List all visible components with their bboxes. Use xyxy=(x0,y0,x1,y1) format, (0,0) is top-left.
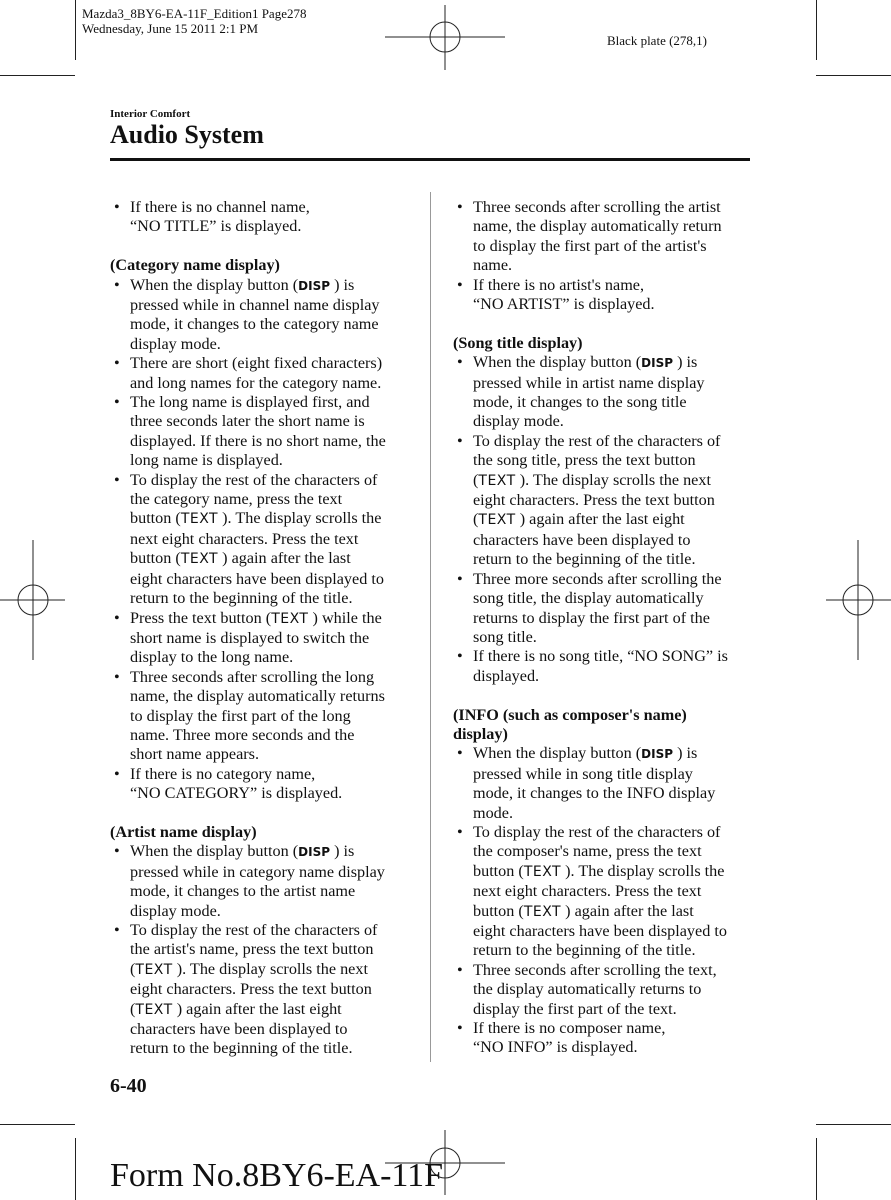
bullet-icon: • xyxy=(457,960,463,979)
paragraph-gap xyxy=(110,237,410,256)
bullet-line: When the display button (DISP ) is xyxy=(473,744,698,763)
bullet-line: returns to display the first part of the xyxy=(473,608,710,627)
bullet-line: When the display button (DISP ) is xyxy=(130,842,355,861)
bullet-line: mode, it changes to the INFO display xyxy=(473,784,716,803)
bullet-line: Three seconds after scrolling the text, xyxy=(473,960,717,979)
bullet-line: name, the display automatically return xyxy=(473,217,722,236)
bullet-line: If there is no song title, “NO SONG” is xyxy=(473,647,728,666)
bullet-line: button (TEXT ) again after the last xyxy=(473,901,694,920)
bullet-line: display to the long name. xyxy=(130,648,294,667)
bullet-icon: • xyxy=(114,198,120,216)
bullet-line: the display automatically returns to xyxy=(473,980,702,999)
bullet-line: If there is no artist's name, xyxy=(473,275,645,294)
bullet-icon: • xyxy=(457,822,463,841)
bullet-line: mode, it changes to the category name xyxy=(130,315,379,334)
page-title: Audio System xyxy=(110,120,264,149)
bullet-line: eight characters. Press the text button xyxy=(130,980,372,999)
disp-button-symbol: DISP xyxy=(641,747,674,762)
bullet-icon: • xyxy=(457,647,463,666)
bullet-icon: • xyxy=(457,275,463,294)
bullet-line: displayed. xyxy=(473,666,540,685)
bullet-line: name. xyxy=(473,256,513,275)
bullet-icon: • xyxy=(114,608,120,627)
bullet-line: the category name, press the text xyxy=(130,490,343,509)
text-button-symbol: TEXT xyxy=(523,863,562,880)
print-header xyxy=(82,6,306,36)
bullet-icon: • xyxy=(114,842,120,861)
text-button-symbol: TEXT xyxy=(135,1001,173,1018)
bullet-line: To display the rest of the characters of xyxy=(130,470,378,489)
bullet-line: pressed while in category name display xyxy=(130,862,385,881)
bullet-line: The long name is displayed first, and xyxy=(130,393,370,412)
bullet-line: display mode. xyxy=(473,412,564,431)
bullet-line: characters have been displayed to xyxy=(130,1020,348,1039)
column-divider xyxy=(430,192,431,1062)
bullet-icon: • xyxy=(457,353,463,372)
bullet-line: “NO TITLE” is displayed. xyxy=(130,217,302,236)
bullet-item xyxy=(453,961,753,1019)
bullet-line: return to the beginning of the title. xyxy=(130,589,353,608)
bullet-line: return to the beginning of the title. xyxy=(473,550,696,569)
bullet-icon: • xyxy=(114,470,120,489)
paragraph-gap xyxy=(453,314,753,333)
bullet-line: (TEXT ). The display scrolls the next xyxy=(130,959,368,978)
disp-button-symbol: DISP xyxy=(298,278,331,293)
text-button-symbol: TEXT xyxy=(271,610,309,627)
bullet-line: Press the text button (TEXT ) while the xyxy=(130,608,382,627)
bullet-line: button (TEXT ). The display scrolls the xyxy=(130,509,382,528)
bullet-item xyxy=(110,609,410,668)
bullet-line: When the display button (DISP ) is xyxy=(473,353,698,372)
text-button-symbol: TEXT xyxy=(478,512,516,529)
bullet-line: song title, the display automatically xyxy=(473,589,704,608)
registration-mark-icon xyxy=(821,540,891,660)
text-button-symbol: TEXT xyxy=(478,472,516,489)
bullet-line: displayed. If there is no short name, the xyxy=(130,431,386,450)
bullet-line: To display the rest of the characters of xyxy=(473,822,721,841)
bullet-line: the song title, press the text button xyxy=(473,451,696,470)
bullet-line: characters have been displayed to xyxy=(473,530,691,549)
bullet-line: “NO CATEGORY” is displayed. xyxy=(130,784,343,803)
bullet-line: song title. xyxy=(473,627,537,646)
bullet-item xyxy=(453,647,753,686)
bullet-item xyxy=(453,353,753,432)
bullet-item xyxy=(110,765,410,804)
bullet-icon: • xyxy=(114,275,120,294)
bullet-line: “NO INFO” is displayed. xyxy=(473,1038,638,1057)
bullet-line: button (TEXT ). The display scrolls the xyxy=(473,861,725,880)
bullet-line: name. Three more seconds and the xyxy=(130,725,355,744)
bullet-line: name, the display automatically returns xyxy=(130,687,385,706)
subsection-heading: (INFO (such as composer's name) xyxy=(453,705,687,724)
text-button-symbol: TEXT xyxy=(135,961,173,978)
bullet-line: display the first part of the text. xyxy=(473,999,677,1018)
bullet-line: eight characters. Press the text button xyxy=(473,491,715,510)
bullet-item xyxy=(110,354,410,393)
bullet-item xyxy=(110,471,410,609)
bullet-line: eight characters have been displayed to xyxy=(473,922,727,940)
bullet-item xyxy=(110,393,410,471)
disp-button-symbol: DISP xyxy=(641,356,674,371)
bullet-line: There are short (eight fixed characters) xyxy=(130,354,383,373)
bullet-line: mode, it changes to the artist name xyxy=(130,882,356,901)
bullet-item xyxy=(453,570,753,648)
title-rule xyxy=(110,158,750,161)
bullet-line: pressed while in song title display xyxy=(473,764,693,783)
subsection-heading: (Artist name display) xyxy=(110,822,257,841)
subsection-heading: (Category name display) xyxy=(110,256,280,275)
right-column xyxy=(453,198,753,1058)
bullet-line: short name appears. xyxy=(130,745,260,764)
bullet-line: pressed while in artist name display xyxy=(473,373,705,392)
bullet-line: display mode. xyxy=(130,901,221,920)
bullet-line: next eight characters. Press the text xyxy=(473,882,702,901)
bullet-icon: • xyxy=(457,1019,463,1038)
bullet-line: (TEXT ) again after the last eight xyxy=(130,999,342,1018)
black-plate-label: Black plate (278,1) xyxy=(607,33,707,48)
text-button-symbol: TEXT xyxy=(523,903,562,920)
bullet-item xyxy=(453,1019,753,1058)
bullet-line: and long names for the category name. xyxy=(130,373,382,392)
bullet-line: return to the beginning of the title. xyxy=(130,1039,353,1058)
bullet-icon: • xyxy=(114,764,120,783)
bullet-line: short name is displayed to switch the xyxy=(130,628,370,647)
bullet-icon: • xyxy=(114,354,120,373)
bullet-line: pressed while in channel name display xyxy=(130,296,380,315)
bullet-item xyxy=(110,668,410,765)
bullet-item xyxy=(453,432,753,570)
bullet-icon: • xyxy=(457,569,463,588)
text-button-symbol: TEXT xyxy=(180,511,219,528)
bullet-line: display mode. xyxy=(130,334,221,353)
bullet-line: When the display button (DISP ) is xyxy=(130,275,355,294)
bullet-line: To display the rest of the characters of xyxy=(473,431,721,450)
bullet-line: next eight characters. Press the text xyxy=(130,529,359,548)
bullet-line: Three seconds after scrolling the artist xyxy=(473,198,721,216)
bullet-icon: • xyxy=(457,431,463,450)
bullet-item xyxy=(110,198,410,237)
registration-mark-icon xyxy=(0,540,70,660)
bullet-icon: • xyxy=(457,198,463,216)
paragraph-gap xyxy=(453,686,753,705)
bullet-line: the artist's name, press the text button xyxy=(130,940,374,959)
bullet-line: Three more seconds after scrolling the xyxy=(473,569,722,588)
bullet-line: (TEXT ) again after the last eight xyxy=(473,510,685,529)
bullet-line: mode, it changes to the song title xyxy=(473,393,687,412)
bullet-line: If there is no channel name, xyxy=(130,198,310,216)
bullet-line: button (TEXT ) again after the last xyxy=(130,549,351,568)
bullet-line: To display the rest of the characters of xyxy=(130,921,378,939)
bullet-line: the composer's name, press the text xyxy=(473,842,702,861)
bullet-icon: • xyxy=(457,744,463,763)
bullet-line: to display the first part of the long xyxy=(130,706,351,725)
text-button-symbol: TEXT xyxy=(180,551,219,568)
bullet-line: (TEXT ). The display scrolls the next xyxy=(473,470,711,489)
bullet-line: mode. xyxy=(473,803,514,822)
bullet-icon: • xyxy=(114,393,120,412)
bullet-line: eight characters have been displayed to xyxy=(130,569,384,588)
bullet-item xyxy=(453,276,753,315)
bullet-item xyxy=(453,198,753,276)
bullet-item xyxy=(110,276,410,355)
subsection-heading: (Song title display) xyxy=(453,333,583,352)
bullet-line: to display the first part of the artist's xyxy=(473,236,707,255)
bullet-line: “NO ARTIST” is displayed. xyxy=(473,295,655,314)
print-header-file: Mazda3_8BY6-EA-11F_Edition1 Page278 xyxy=(82,6,307,21)
section-label: Interior Comfort xyxy=(110,108,191,120)
bullet-item xyxy=(453,823,753,961)
bullet-item xyxy=(110,842,410,921)
left-column xyxy=(110,198,410,1059)
form-number: Form No.8BY6-EA-11F xyxy=(110,1157,444,1194)
bullet-icon: • xyxy=(114,921,120,939)
page-number: 6-40 xyxy=(110,1075,147,1097)
paragraph-gap xyxy=(110,804,410,823)
bullet-line: If there is no category name, xyxy=(130,764,316,783)
bullet-icon: • xyxy=(114,667,120,686)
bullet-item xyxy=(453,744,753,823)
bullet-item xyxy=(110,921,410,1059)
bullet-line: Three seconds after scrolling the long xyxy=(130,667,375,686)
bullet-line: return to the beginning of the title. xyxy=(473,941,696,960)
print-header-date: Wednesday, June 15 2011 2:1 PM xyxy=(82,21,259,36)
registration-mark-icon xyxy=(385,0,505,70)
bullet-line: long name is displayed. xyxy=(130,451,283,470)
disp-button-symbol: DISP xyxy=(298,845,331,860)
subsection-heading: display) xyxy=(453,724,508,743)
bullet-line: three seconds later the short name is xyxy=(130,412,365,431)
bullet-line: If there is no composer name, xyxy=(473,1019,666,1038)
